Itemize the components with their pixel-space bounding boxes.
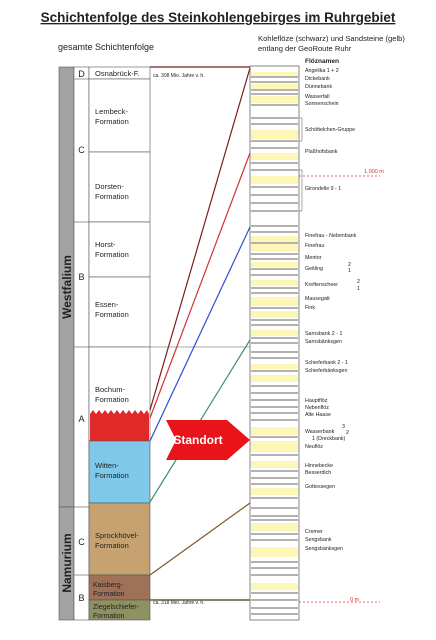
seam-number: 1 bbox=[348, 268, 351, 274]
correlation-line-blue bbox=[150, 227, 250, 441]
seam-name: Sarnsbänksgen bbox=[305, 339, 342, 345]
correlation-line-dark-red bbox=[150, 68, 250, 410]
left-heading: gesamte Schichtenfolge bbox=[58, 42, 155, 52]
seam-name: Cremer bbox=[305, 529, 323, 535]
seam-number: 1 bbox=[357, 286, 360, 292]
age-bottom: ca. 318 Mio. Jahre v. h. bbox=[153, 600, 205, 606]
right-heading-line2: entlang der GeoRoute Ruhr bbox=[258, 44, 352, 53]
seam-name: Fink bbox=[305, 305, 316, 311]
seam-name: Girondelle 9 - 1 bbox=[305, 186, 342, 192]
formation-label-bochum: Bochum-Formation bbox=[95, 385, 129, 404]
seam-name: Angelika 1 + 2 bbox=[305, 68, 339, 74]
formation-label-kaisberg: Kaisberg-Formation bbox=[93, 582, 125, 598]
seam-name: Schöttelchen-Gruppe bbox=[305, 127, 356, 133]
stage-b-lower: B bbox=[78, 593, 85, 603]
seam-name: Hauptflöz bbox=[305, 398, 328, 404]
seam-name: Hinnebecke bbox=[305, 463, 333, 469]
formation-label-essen: Essen-Formation bbox=[95, 300, 129, 319]
stage-b-upper: B bbox=[78, 272, 85, 282]
seam-name: Neuflöz bbox=[305, 444, 323, 450]
stage-c-lower: C bbox=[78, 537, 85, 547]
formation-label-dorsten: Dorsten-Formation bbox=[95, 182, 129, 201]
seam-number: 2 bbox=[346, 430, 349, 436]
seam-name: Mentor bbox=[305, 255, 322, 261]
seam-name: Nebenflöz bbox=[305, 405, 329, 411]
seam-name: Sonnenschein bbox=[305, 101, 339, 107]
formation-label-horst: Horst-Formation bbox=[95, 240, 129, 259]
westfalium-label: Westfalium bbox=[60, 255, 74, 319]
depth-1000-label: 1.000 m bbox=[364, 169, 384, 175]
formation-label-osnabrueck: Osnabrück-F. bbox=[95, 69, 140, 78]
seam-name: Finefrau bbox=[305, 243, 325, 249]
seam-brackets bbox=[299, 118, 302, 211]
seam-name: Sarnsbank 2 - 1 bbox=[305, 331, 343, 337]
correlation-line-red bbox=[150, 153, 250, 418]
floeznamen-heading: Flöznamen bbox=[305, 58, 339, 65]
seam-name: Wasserbank bbox=[305, 429, 335, 435]
bochum-red-zone bbox=[90, 410, 149, 441]
seam-name: Geitling bbox=[305, 266, 323, 272]
stage-d: D bbox=[78, 69, 85, 79]
seam-name: Schieferbank 2 - 1 bbox=[305, 360, 348, 366]
standort-label: Standort bbox=[173, 433, 223, 447]
seam-names bbox=[305, 68, 360, 552]
stage-a: A bbox=[78, 414, 85, 424]
seam-name: Dünnebank bbox=[305, 84, 333, 90]
seam-name: Plaßhofsbank bbox=[305, 149, 338, 155]
correlation-line-brown bbox=[150, 503, 250, 575]
formation-label-witten: Witten-Formation bbox=[95, 461, 129, 480]
seam-name: Sengsbank bbox=[305, 537, 332, 543]
stage-c-upper: C bbox=[78, 145, 85, 155]
formation-label-lembeck: Lembeck-Formation bbox=[95, 107, 129, 126]
seam-name: Finefrau - Nebenbank bbox=[305, 233, 357, 239]
formation-label-ziegelschiefer: Ziegelschiefer-Formation bbox=[93, 604, 139, 620]
seam-name: Alte Haase bbox=[305, 412, 331, 418]
right-heading-line1: Kohleflöze (schwarz) und Sandsteine (gelb) bbox=[258, 34, 405, 43]
age-top: ca. 308 Mio. Jahre v. h. bbox=[153, 73, 205, 79]
formation-label-sprockhoevel: Sprockhövel-Formation bbox=[95, 531, 139, 550]
seam-number: 2 bbox=[357, 279, 360, 285]
seam-name: Kreftenscheer bbox=[305, 282, 338, 288]
diagram-title: Schichtenfolge des Steinkohlengebirges im Ruhrgebiet bbox=[40, 10, 396, 25]
seam-name: Schieferbänksgen bbox=[305, 368, 348, 374]
seam-number: 2 bbox=[348, 262, 351, 268]
seam-name: Mausegatt bbox=[305, 296, 330, 302]
depth-0-label: 0 m bbox=[350, 597, 360, 603]
seam-name: Besserdich bbox=[305, 470, 332, 476]
namurium-label: Namurium bbox=[60, 533, 74, 593]
seam-name: Gottessegen bbox=[305, 484, 336, 490]
seam-name: 1 (Dreckbank) bbox=[312, 436, 346, 442]
seam-name: Sengsbänksgen bbox=[305, 546, 343, 552]
seam-number: 3 bbox=[342, 424, 345, 430]
seam-name: Dickebank bbox=[305, 76, 330, 82]
seam-name: Wasserfall bbox=[305, 94, 330, 100]
